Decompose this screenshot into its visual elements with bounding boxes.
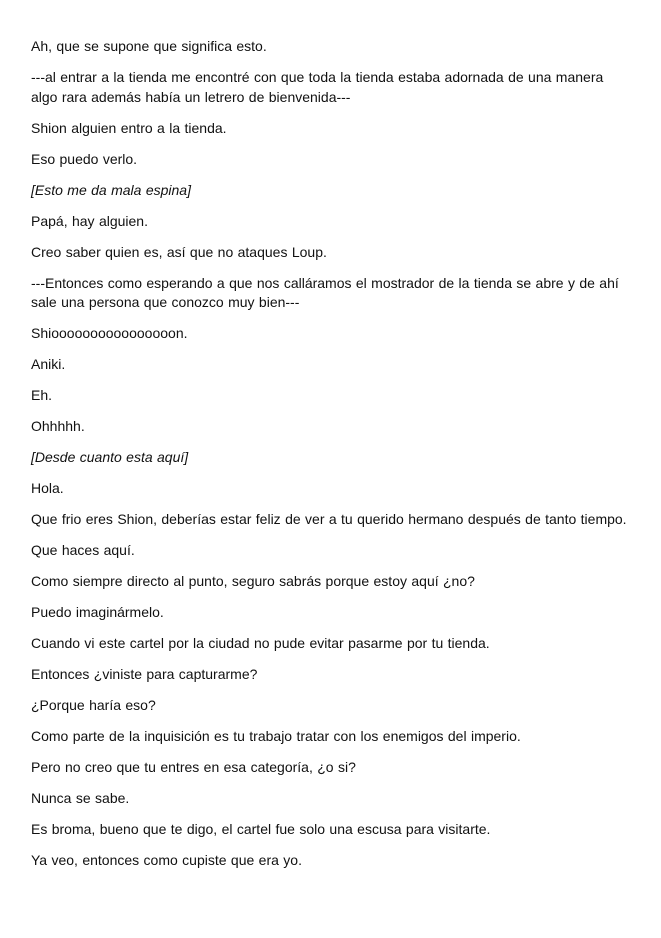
paragraph-10: Aniki.	[31, 356, 66, 372]
paragraph-14: Hola.	[31, 480, 64, 496]
paragraph-16: Que haces aquí.	[31, 542, 135, 558]
paragraph-26: Ya veo, entonces como cupiste que era yo.	[31, 852, 302, 868]
paragraph-22: Como parte de la inquisición es tu trabajo tratar con los enemigos del imperio.	[31, 728, 521, 744]
paragraph-18: Puedo imaginármelo.	[31, 604, 164, 620]
paragraph-17: Como siempre directo al punto, seguro sabrás porque estoy aquí ¿no?	[31, 573, 475, 589]
paragraph-15: Que frio eres Shion, deberías estar feliz de ver a tu querido hermano después de tanto tiempo.	[31, 511, 627, 527]
paragraph-20: Entonces ¿viniste para capturarme?	[31, 666, 258, 682]
paragraph-2: ---al entrar a la tienda me encontré con que toda la tienda estaba adornada de una manera algo rara además había un letrero de bienvenida---	[31, 69, 604, 105]
paragraph-23: Pero no creo que tu entres en esa categoría, ¿o si?	[31, 759, 356, 775]
paragraph-21: ¿Porque haría eso?	[31, 697, 156, 713]
paragraph-19: Cuando vi este cartel por la ciudad no pude evitar pasarme por tu tienda.	[31, 635, 490, 651]
paragraph-8: ---Entonces como esperando a que nos calláramos el mostrador de la tienda se abre y de ahí sale una persona que conozco muy bien---	[31, 274, 619, 310]
paragraph-12: Ohhhhh.	[31, 418, 85, 434]
paragraph-4: Eso puedo verlo.	[31, 150, 138, 167]
paragraph-3: Shion alguien entro a la tienda.	[31, 119, 227, 136]
paragraph-9: Shioooooooooooooooon.	[31, 325, 188, 341]
paragraph-6: Papá, hay alguien.	[31, 212, 148, 229]
paragraph-7: Creo saber quien es, así que no ataques Loup.	[31, 243, 327, 260]
paragraph-11: Eh.	[31, 387, 53, 403]
paragraph-24: Nunca se sabe.	[31, 790, 130, 806]
document-page	[31, 37, 631, 882]
paragraph-13-thought: [Desde cuanto esta aquí]	[31, 449, 189, 465]
paragraph-25: Es broma, bueno que te digo, el cartel fue solo una escusa para visitarte.	[31, 821, 491, 837]
paragraph-1: Ah, que se supone que significa esto.	[31, 38, 267, 54]
paragraph-5-thought: [Esto me da mala espina]	[31, 181, 191, 198]
